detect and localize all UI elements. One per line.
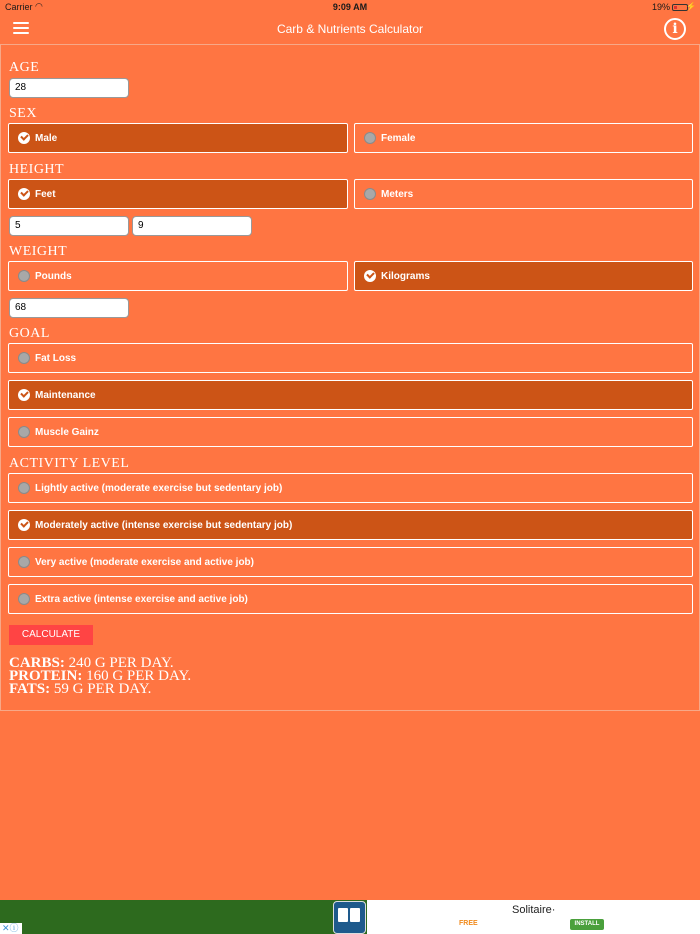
height-label: HEIGHT <box>9 162 65 177</box>
fats-value: 59 G PER DAY. <box>50 681 152 697</box>
calculate-button[interactable]: CALCULATE <box>9 625 93 645</box>
radio-icon <box>18 352 30 364</box>
activity-level-label: ACTIVITY LEVEL <box>9 456 130 471</box>
protein-value: 160 G PER DAY. <box>82 668 192 684</box>
option-label: Pounds <box>35 271 72 282</box>
height-inches-input[interactable]: 9 <box>132 216 252 236</box>
carbs-value: 240 G PER DAY. <box>64 655 174 671</box>
weight-option-pounds[interactable] <box>8 261 348 291</box>
wifi-icon: ◠ <box>35 1 43 11</box>
radio-icon <box>18 556 30 568</box>
solitaire-app-icon[interactable] <box>333 901 366 934</box>
results-block <box>9 657 191 696</box>
fats-result <box>9 683 191 696</box>
radio-icon <box>18 426 30 438</box>
option-label: Moderately active (intense exercise but sedentary job) <box>35 520 293 531</box>
weight-label: WEIGHT <box>9 244 68 259</box>
radio-icon <box>18 270 30 282</box>
carrier-label: Carrier <box>5 2 33 12</box>
fats-label: FATS: <box>9 681 51 697</box>
goal-option-maintenance[interactable] <box>8 380 693 410</box>
age-label: AGE <box>9 60 40 75</box>
radio-icon <box>364 188 376 200</box>
status-bar <box>0 0 700 14</box>
charging-icon: ⚡ <box>686 2 696 11</box>
option-label: Kilograms <box>381 271 430 282</box>
protein-label: PROTEIN: <box>9 668 83 684</box>
goal-label: GOAL <box>9 326 50 341</box>
option-label: Female <box>381 133 416 144</box>
option-label: Feet <box>35 189 56 200</box>
calculator-form <box>0 44 700 711</box>
checkmark-icon <box>364 270 376 282</box>
radio-icon <box>364 132 376 144</box>
option-label: Meters <box>381 189 414 200</box>
ad-price: FREE <box>459 920 478 927</box>
goal-option-muscle-gainz[interactable] <box>8 417 693 447</box>
info-icon[interactable]: i <box>664 18 686 40</box>
option-label: Lightly active (moderate exercise but sedentary job) <box>35 483 283 494</box>
nav-bar <box>0 14 700 44</box>
option-label: Muscle Gainz <box>35 427 99 438</box>
height-feet-input[interactable]: 5 <box>9 216 129 236</box>
height-option-meters[interactable] <box>354 179 693 209</box>
checkmark-icon <box>18 389 30 401</box>
height-option-feet[interactable] <box>8 179 348 209</box>
activity-option-very-active[interactable] <box>8 547 693 577</box>
ad-banner[interactable] <box>0 900 700 934</box>
page-title: Carb & Nutrients Calculator <box>276 22 424 36</box>
goal-option-fat-loss[interactable] <box>8 343 693 373</box>
option-label: Fat Loss <box>35 353 77 364</box>
sex-option-male[interactable] <box>8 123 348 153</box>
checkmark-icon <box>18 519 30 531</box>
carbs-label: CARBS: <box>9 655 65 671</box>
option-label: Extra active (intense exercise and active job) <box>35 594 248 605</box>
ad-close-icon[interactable]: ✕ⓘ <box>0 923 22 934</box>
ad-install-button[interactable]: INSTALL <box>570 919 604 930</box>
weight-option-kilograms[interactable] <box>354 261 693 291</box>
checkmark-icon <box>18 188 30 200</box>
battery-percent: 19% <box>651 2 670 12</box>
option-label: Very active (moderate exercise and active job) <box>35 557 254 568</box>
option-label: Maintenance <box>35 390 96 401</box>
ad-content[interactable] <box>367 900 700 934</box>
weight-input[interactable]: 68 <box>9 298 129 318</box>
activity-option-moderately-active[interactable] <box>8 510 693 540</box>
activity-option-lightly-active[interactable] <box>8 473 693 503</box>
sex-label: SEX <box>9 106 37 121</box>
ad-title: Solitaire· <box>512 904 556 916</box>
radio-icon <box>18 482 30 494</box>
age-input[interactable]: 28 <box>9 78 129 98</box>
option-label: Male <box>35 133 58 144</box>
status-time: 9:09 AM <box>332 2 368 12</box>
checkmark-icon <box>18 132 30 144</box>
sex-option-female[interactable] <box>354 123 693 153</box>
radio-icon <box>18 593 30 605</box>
activity-option-extra-active[interactable] <box>8 584 693 614</box>
